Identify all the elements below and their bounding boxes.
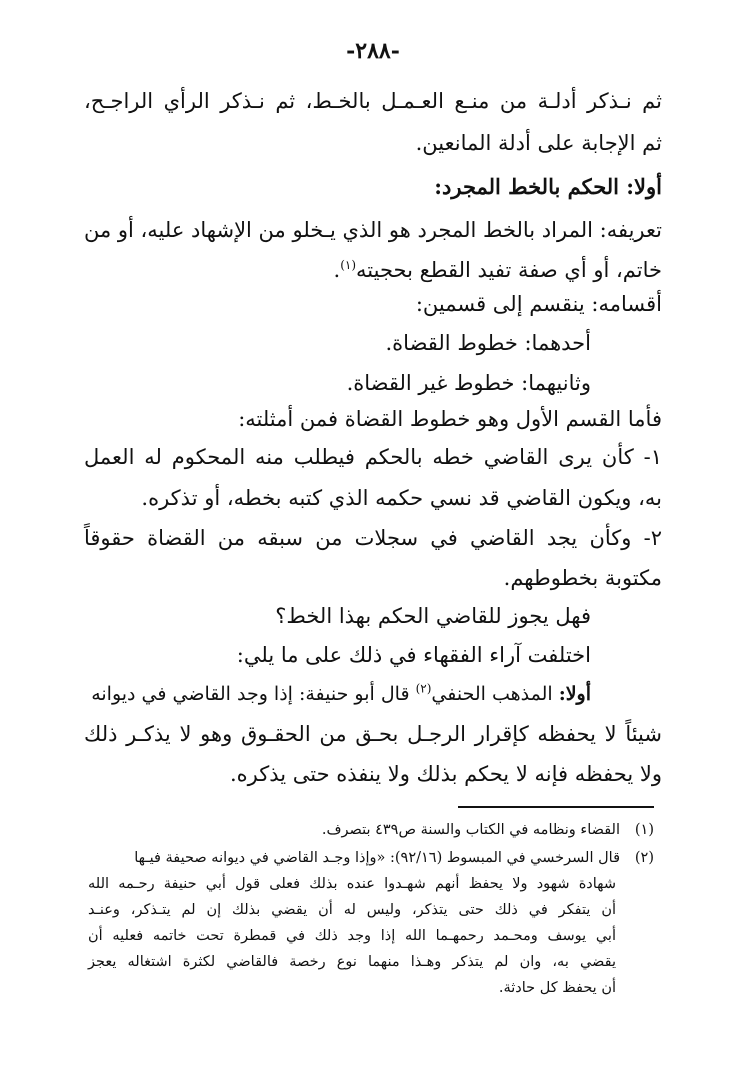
hanafi-label: أولا: [558, 683, 591, 705]
example-2-line-2: مكتوبة بخطوطهم. [503, 566, 662, 590]
definition-line-2-text: خاتم، أو أي صفة تفيد القطع بحجيته [356, 258, 662, 282]
footnote-2-line-1-text: قال السرخسي في المبسوط (٩٢/١٦): «وإذا وجـد القاضي في ديوانه صحيفة فيـها [134, 850, 620, 866]
footnote-2-line-3: أن يتفكر في ذلك حتى يتذكر، وليس له أن يقضي بذلك إن لم يتـذكر، وعنـد [88, 902, 616, 918]
hanafi-school: المذهب الحنفي [431, 683, 559, 705]
intro-line-1: ثم نـذكر أدلـة من منـع العـمـل بالخـط، ثم نـذكر الرأي الراجـح، [84, 89, 662, 113]
example-2-line-1: ٢- وكأن يجد القاضي في سجلات من سبقه من القضاة حقوقاً [84, 526, 662, 550]
footnote-ref-1: (١) [340, 258, 357, 272]
divisions-line: أقسامه: ينقسم إلى قسمين: [415, 292, 662, 316]
footnote-1-text: القضاء ونظامه في الكتاب والسنة ص٤٣٩ بتصرف. [321, 822, 620, 838]
footnote-2-line-6: أن يحفظ كل حادثة. [498, 980, 616, 996]
footnote-1 [88, 818, 654, 843]
footnote-2-line-2: شهادة شهود ولا يحفظ أنهم شهـدوا عنده بذلك فعلى قول أبي حنيفة رحـمه الله [88, 876, 616, 892]
section-heading: أولا: الحكم بالخط المجرد: [434, 174, 662, 199]
footnote-2-number: (٢) [634, 850, 654, 866]
definition-line-1: تعريفه: المراد بالخط المجرد هو الذي يـخلو من الإشهاد عليه، أو من [83, 218, 662, 242]
example-1-line-2: به، ويكون القاضي قد نسي حكمه الذي كتبه بخطه، أو تذكره. [141, 486, 662, 510]
intro-line-2: ثم الإجابة على أدلة المانعين. [415, 131, 662, 155]
hanafi-line-1-rest: قال أبو حنيفة: إذا وجد القاضي في ديوانه [91, 683, 416, 705]
opinions-line: اختلفت آراء الفقهاء في ذلك على ما يلي: [236, 643, 591, 667]
footnote-2-line-5: يقضي به، وان لم يتذكر وهـذا منهما نوع رخصة فالقاضي لكثرة اشتغاله يعجز [88, 954, 616, 970]
footnote-2-line-4: أبي يوسف ومحـمد رحمهـما الله إذا وجد ذلك في قمطرة تحت خاتمه فعليه أن [88, 928, 616, 944]
first-part-line: فأما القسم الأول وهو خطوط القضاة فمن أمثلته: [238, 407, 662, 431]
example-1-line-1: ١- كأن يرى القاضي خطه بالحكم فيطلب منه المحكوم له العمل [84, 445, 662, 469]
hanafi-line-2: شيئاً لا يحفظه كإقرار الرجـل بحـق من الحقـوق وهو لا يذكـر ذلك [84, 722, 662, 746]
footnote-1-number: (١) [634, 822, 654, 838]
footnote-ref-2: (٢) [415, 681, 432, 696]
first-division: أحدهما: خطوط القضاة. [385, 331, 591, 355]
definition-line-2 [84, 253, 662, 287]
footnote-2-line-1 [88, 846, 654, 871]
hanafi-line-1 [84, 677, 591, 711]
hanafi-line-3: ولا يحفظه فإنه لا يحكم بذلك ولا ينفذه حتى يذكره. [229, 762, 662, 786]
footnote-separator [458, 806, 654, 808]
second-division: وثانيهما: خطوط غير القضاة. [346, 371, 591, 395]
question-line: فهل يجوز للقاضي الحكم بهذا الخط؟ [275, 604, 591, 628]
page-number: -٢٨٨- [346, 38, 400, 64]
definition-line-2-end: . [333, 258, 341, 282]
